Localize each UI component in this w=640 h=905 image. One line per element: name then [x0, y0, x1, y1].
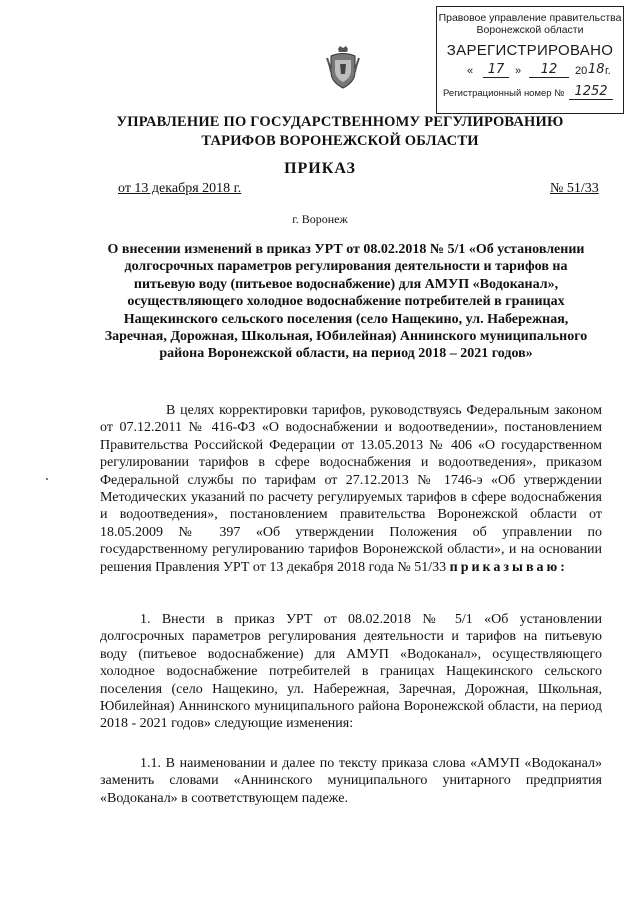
agency-name-line2: ТАРИФОВ ВОРОНЕЖСКОЙ ОБЛАСТИ [201, 133, 479, 149]
stamp-year-unit: г. [605, 65, 611, 77]
stamp-reg-number-line [437, 84, 623, 101]
order-date: от 13 декабря 2018 г. [118, 181, 242, 196]
order-subject: О внесении изменений в приказ УРТ от 08.02.2018 № 5/1 «Об установлении долгосрочных параметров регулирования деятельности и тарифов на питьевую воду (питьевое водоснабжение) для АМУП «Водоканал», осуществляющего холодное водоснабжение потребителей в границах Нащекинского сельского поселения (село Нащекино, ул. Набережная, Заречная, Дорожная, Школьная, Юбилейная) Аннинского муниципального района Воронежской области, на период 2018 – 2021 годов» [104, 242, 588, 362]
item-1-1: 1.1. В наименовании и далее по тексту приказа слова «АМУП «Водоканал» заменить словами «Аннинского муниципального унитарного предприятия «Водоканал» в соответствующем падеже. [100, 756, 602, 806]
agency-name-line1: УПРАВЛЕНИЕ ПО ГОСУДАРСТВЕННОМУ РЕГУЛИРОВАНИЮ [116, 114, 564, 130]
stamp-year-prefix: 20 [575, 65, 588, 77]
stamp-organization [437, 12, 623, 36]
stamp-month: 12 [529, 62, 569, 78]
stamp-reg-number: 1252 [569, 84, 613, 100]
item-1: 1. Внести в приказ УРТ от 08.02.2018 № 5/1 «Об установлении долгосрочных параметров регулирования деятельности и тарифов на питьевую воду (питьевое водоснабжение) для АМУП «Водоканал», осуществляющего холодное водоснабжение потребителей в границах Нащекинского сельского поселения (село Нащекино, ул. Набережная, Заречная, Дорожная, Школьная, Юбилейная) Аннинского муниципального района Воронежской области, на период 2018 - 2021 годов» следующие изменения: [100, 612, 602, 732]
stamp-date-close-quote: » [515, 65, 522, 77]
registration-stamp [436, 6, 624, 114]
stamp-reg-label: Регистрационный номер № [443, 88, 565, 99]
preamble-text: В целях корректировки тарифов, руководствуясь Федеральным законом от 07.12.2011 № 416-ФЗ «О водоснабжении и водоотведении», постановлением Правительства Российской Федерации от 13.05.2013 № 406 «О государственном регулировании тарифов в сфере водоснабжения и водоотведения», приказом Федеральной службы по тарифам от 27.12.2013 № 1746-э «Об утверждении Методических указаний по расчету регулируемых тарифов в сфере водоснабжения и водоотведения», постановлением правительства Воронежской области от 18.05.2009 № 397 «Об утверждении Положения об управлении по государственному регулированию тарифов Воронежской области», и на основании решения Правления УРТ от 13 декабря 2018 года № 51/33 [100, 403, 602, 575]
order-number: № 51/33 [550, 181, 599, 196]
stamp-registered-label: ЗАРЕГИСТРИРОВАНО [446, 42, 614, 59]
city: г. Воронеж [292, 212, 348, 226]
coat-of-arms-icon [326, 46, 360, 90]
preamble-paragraph [100, 402, 602, 576]
scan-speck [46, 478, 48, 480]
stamp-org-line2: Воронежской области [476, 24, 584, 36]
agency-name [80, 113, 600, 151]
stamp-org-line1: Правовое управление правительства [438, 12, 622, 24]
stamp-day: 17 [483, 62, 509, 78]
stamp-date-open-quote: « [467, 65, 474, 77]
stamp-date [437, 62, 623, 81]
stamp-year-suffix: 18 [588, 62, 605, 77]
order-word: приказываю: [449, 559, 568, 575]
document-type: ПРИКАЗ [284, 160, 356, 177]
